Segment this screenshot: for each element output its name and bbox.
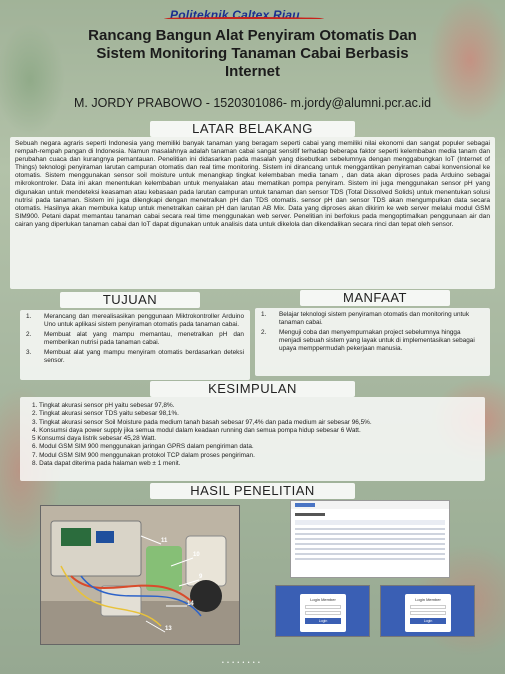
photo-label: 11 xyxy=(161,538,168,544)
username-field xyxy=(305,605,341,609)
item-text: Menguji coba dan menyempurnakan project sebelumnya hingga menjadi sebuah sistem yang layak untuk di implementasikan sebagai upaya memppermudah pekerjaan manusia. xyxy=(279,329,475,352)
login-title: Login Member xyxy=(415,597,441,602)
list-item xyxy=(261,311,484,327)
manfaat-heading: MANFAAT xyxy=(300,290,450,306)
list-item: 3. Tingkat akurasi sensor Soil Moisture pada medium tanah basah sebesar 97,4% dan pada medium air sebesar 96,5%. xyxy=(32,418,372,426)
kesimpulan-list xyxy=(32,402,473,468)
password-field xyxy=(305,611,341,615)
list-item: 7. Modul GSM SIM 900 menggunakan protokol TCP dalam proses pengiriman. xyxy=(32,451,255,459)
latar-belakang-body: Sebuah negara agraris seperti Indonesia yang memiliki banyak tanaman yang beragam seperti cabai yang memiliki nilai ekonomi dan sangat populer sebagai rempah-rempah pangan di Indonesia. Namun masalahnya adalah tanaman cabai sangat sensitif terhadap beberapa faktor seperti kelembaban media tanam dan perubahan cuaca dan kurangnya pemantauan. Penelitian ini didasarkan pada masalah yang disebutkan sebelumnya dengan menggabungkan IoT (Internet of Things) teknologi penyiraman larutan campuran otomatis dan real time monitoring. Sistem ini dirancang untuk menggantikan penyiraman cabai konvensional ke otomatis. Sistem menggunakan sensor soil moisture untuk menangkap tingkat kelembaban media tanam , dan data akan diproses pada Arduino sebagai mikrokontroler. Data ini akan menentukan kelembaban untuk menyalakan atau mematikan pompa penyiram. Sistem ini juga menggunakan sensor pH yang digunakan untuk mendeteksi keasaman atau kebasaan pada larutan campuran untuk tanaman dan sensor TDS (Total Dissolved Solids) untuk menentukan solusi nutrisi pada tanaman. Sistem ini juga dilengkapi dengan menetralkan pH dan TDS otomatis. sensor pH dan sensor TDS akan mengumpulkan data secara otomatis. Hasilnya akan membuka katup untuk menetralkan cairan pH dan larutan AB Mix. Data yang diproses akan dikirim ke web server melalui modul GSM SIM900. Petani dapat memantau tanaman cabai secara real time menggunakan web server. Penelitian ini berfokus pada mengoptimalkan penggunaan air dan cairan yang diperlukan tanaman cabai dan IoT dapat digunakan untuk analisis data untuk dikelola dan dikendalikan secara rinci dan tepat oleh sensor. xyxy=(10,137,495,289)
login-title: Login Member xyxy=(310,597,336,602)
tujuan-list xyxy=(26,313,244,365)
photo-label: 14 xyxy=(187,601,194,607)
list-item: 6. Modul GSM SIM 900 menggunakan jaringan GPRS dalam pengiriman data. xyxy=(32,443,254,451)
list-item: 4. Konsumsi daya power supply jika semua modul dalam keadaan running dan semua pompa hidup sebesar 6 Watt. xyxy=(32,426,361,434)
kesimpulan-heading: KESIMPULAN xyxy=(150,381,355,397)
photo-label: 9 xyxy=(199,574,203,580)
item-number: 2. xyxy=(261,329,267,336)
item-number: 2. xyxy=(26,331,32,338)
dashboard-drawing xyxy=(291,501,449,577)
list-item xyxy=(26,331,244,347)
item-text: Belajar teknologi sistem penyiraman otomatis dan monitoring untuk tanaman cabai. xyxy=(279,311,470,326)
item-number: 3. xyxy=(26,349,32,356)
login-screenshot-2 xyxy=(380,585,475,637)
list-item: 1. Tingkat akurasi sensor pH yaitu sebesar 97,8%. xyxy=(32,402,175,409)
list-item xyxy=(26,349,244,365)
hardware-photo xyxy=(40,505,240,645)
tujuan-panel xyxy=(20,310,250,380)
photo-label: 13 xyxy=(165,626,172,632)
manfaat-panel xyxy=(255,308,490,376)
login-card xyxy=(405,594,451,632)
list-item xyxy=(26,313,244,329)
tujuan-heading: TUJUAN xyxy=(60,292,200,308)
list-item: 5 Konsumsi daya listrik sebesar 45,28 Watt. xyxy=(32,435,157,443)
login-button: Login xyxy=(305,618,341,624)
list-item: 2. Tingkat akurasi sensor TDS yaitu sebesar 98,1%. xyxy=(32,410,179,418)
logo-swoosh xyxy=(164,17,324,20)
title-line-1: Rancang Bangun Alat Penyiram Otomatis Dan xyxy=(88,27,417,44)
photo-label: 10 xyxy=(193,552,200,558)
item-text: Membuat alat yang mampu memantau, menetralkan pH dan memberikan nutrisi pada tanaman cabai. xyxy=(44,331,244,346)
manfaat-list xyxy=(261,311,484,353)
hasil-penelitian-heading: HASIL PENELITIAN xyxy=(150,483,355,499)
password-field xyxy=(410,611,446,615)
web-dashboard-screenshot xyxy=(290,500,450,578)
login-card xyxy=(300,594,346,632)
item-number: 1. xyxy=(261,311,267,318)
latar-belakang-heading: LATAR BELAKANG xyxy=(150,121,355,137)
kesimpulan-panel xyxy=(20,397,485,481)
list-item: 8. Data dapat diterima pada halaman web ± 1 menit. xyxy=(32,460,181,468)
author-line: M. JORDY PRABOWO - 1520301086- m.jordy@alumni.pcr.ac.id xyxy=(73,96,432,110)
username-field xyxy=(410,605,446,609)
item-text: Merancang dan merealisasikan penggunaan Miktrokontroller Arduino Uno untuk aplikasi sistem penyiraman otomatis pada tanaman cabai. xyxy=(44,313,244,328)
poster-title xyxy=(20,27,485,81)
footer-dots: • • • • • • • • xyxy=(222,660,261,666)
hardware-photo-drawing xyxy=(41,506,240,645)
login-screenshot-1 xyxy=(275,585,370,637)
item-number: 1. xyxy=(26,313,32,320)
logo xyxy=(170,8,300,22)
title-line-3: Internet xyxy=(224,63,280,80)
list-item xyxy=(261,329,484,353)
logo-text: Politeknik Caltex Riau xyxy=(170,8,300,22)
item-text: Membuat alat yang mampu menyiram otomatis berdasarkan deteksi sensor. xyxy=(44,349,244,364)
login-button: Login xyxy=(410,618,446,624)
title-line-2: Sistem Monitoring Tanaman Cabai Berbasis xyxy=(96,45,409,62)
